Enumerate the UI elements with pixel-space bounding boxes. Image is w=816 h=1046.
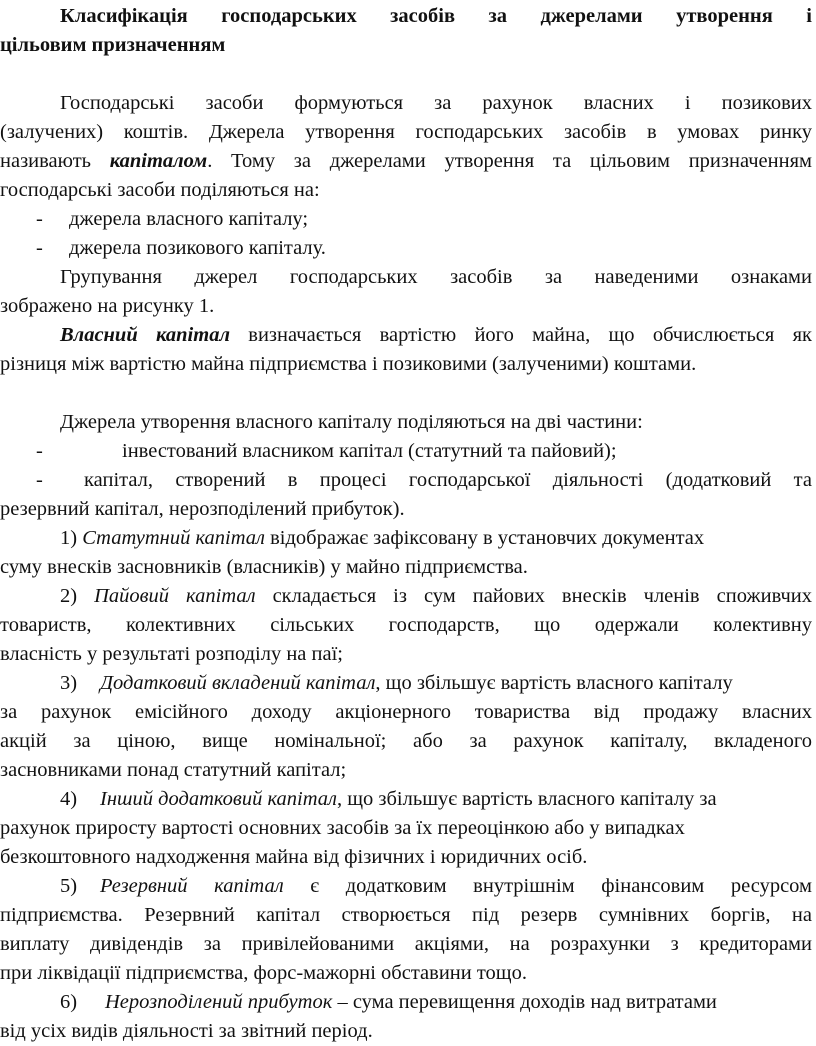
paragraph-line: Джерела утворення власного капіталу поділяються на дві частини: — [60, 411, 643, 433]
paragraph-line: Господарські засоби формуються за рахунок власних і позикових — [60, 92, 812, 114]
dash-bullet: - — [36, 208, 43, 230]
term-retained-earnings: Нерозподілений прибуток — [105, 991, 333, 1013]
text-run: визначається вартістю його майна, що обчислюється як — [229, 324, 813, 346]
paragraph-line: за рахунок емісійного доходу акціонерного товариства від продажу власних — [0, 701, 812, 723]
numbered-item — [0, 872, 812, 901]
list-item-text: капітал, створений в процесі господарської діяльності (додатковий та — [84, 469, 812, 491]
list-item — [0, 437, 812, 466]
heading-line-2: цільовим призначенням — [0, 34, 226, 56]
paragraph-line: підприємства. Резервний капітал створюється під резерв сумнівних боргів, на — [0, 904, 812, 926]
numbered-item — [0, 988, 812, 1017]
dash-bullet: - — [36, 237, 43, 259]
paragraph-line: господарські засоби поділяються на: — [0, 179, 320, 201]
term-other-additional-capital: Інший додатковий капітал — [100, 788, 337, 810]
text-run: , що збільшує вартість власного капіталу за — [336, 788, 717, 810]
term-capital: капіталом — [109, 150, 208, 172]
paragraph-line: зображено на рисунку 1. — [0, 295, 215, 317]
paragraph-line — [0, 321, 812, 350]
list-item — [0, 205, 812, 234]
paragraph-line — [0, 147, 812, 176]
text-run: – сума перевищення доходів над витратами — [332, 991, 717, 1013]
paragraph-line: товариств, колективних сільських господарств, що одержали колективну — [0, 614, 812, 636]
term-share-capital: Пайовий капітал — [94, 585, 256, 607]
list-item-continuation: резервний капітал, нерозподілений прибуток). — [0, 498, 405, 520]
item-number: 4) — [60, 788, 78, 810]
text-run: . Тому за джерелами утворення та цільовим призначенням — [207, 150, 812, 172]
list-item — [0, 234, 812, 263]
item-number: 6) — [60, 991, 78, 1013]
term-own-capital: Власний капітал — [60, 324, 230, 346]
text-run: складається із сум пайових внесків членів споживчих — [255, 585, 812, 607]
item-number: 1) — [60, 527, 78, 549]
term-statutory-capital: Статутний капітал — [82, 527, 265, 549]
paragraph-line: рахунок приросту вартості основних засобів за їх переоцінкою або у випадках — [0, 817, 685, 839]
paragraph-line: суму внесків засновників (власників) у майно підприємства. — [0, 556, 528, 578]
paragraph-line: від усіх видів діяльності за звітний період. — [0, 1020, 373, 1042]
dash-bullet: - — [36, 440, 43, 462]
paragraph-line: виплату дивідендів за привілейованими акціями, на розрахунки з кредиторами — [0, 933, 812, 955]
dash-bullet: - — [36, 469, 43, 491]
heading-line-1: Класифікація господарських засобів за джерелами утворення і — [60, 5, 812, 27]
paragraph-line: різниця між вартістю майна підприємства і позиковими (залученими) коштами. — [0, 353, 697, 375]
list-item-text: джерела власного капіталу; — [69, 208, 309, 230]
text-run: є додатковим внутрішнім фінансовим ресурсом — [283, 875, 812, 897]
term-reserve-capital: Резервний капітал — [100, 875, 284, 897]
paragraph-line: власність у результаті розподілу на паї; — [0, 643, 343, 665]
paragraph-line: акцій за ціною, вище номінальної; або за рахунок капіталу, вкладеного — [0, 730, 812, 752]
numbered-item — [0, 669, 812, 698]
text-run: , що збільшує вартість власного капіталу — [375, 672, 733, 694]
blank-line — [0, 379, 812, 408]
text-run: відображає зафіксовану в установчих документах — [264, 527, 705, 549]
item-number: 3) — [60, 672, 78, 694]
list-item — [0, 466, 812, 495]
numbered-item — [0, 785, 812, 814]
paragraph-line: засновниками понад статутний капітал; — [0, 759, 347, 781]
paragraph-line: безкоштовного надходження майна від фізичних і юридичних осіб. — [0, 846, 588, 868]
list-item-text: інвестований власником капітал (статутний та пайовий); — [122, 440, 617, 462]
term-additional-paid-capital: Додатковий вкладений капітал — [100, 672, 376, 694]
paragraph-line: Групування джерел господарських засобів за наведеними ознаками — [60, 266, 812, 288]
numbered-item — [0, 524, 812, 553]
paragraph-line: (залучених) коштів. Джерела утворення господарських засобів в умовах ринку — [0, 121, 812, 143]
paragraph-line: при ліквідації підприємства, форс-мажорні обставини тощо. — [0, 962, 527, 984]
blank-line — [0, 60, 812, 89]
numbered-item — [0, 582, 812, 611]
item-number: 2) — [60, 585, 78, 607]
list-item-text: джерела позикового капіталу. — [69, 237, 326, 259]
item-number: 5) — [60, 875, 78, 897]
text-run: називають — [0, 150, 110, 172]
